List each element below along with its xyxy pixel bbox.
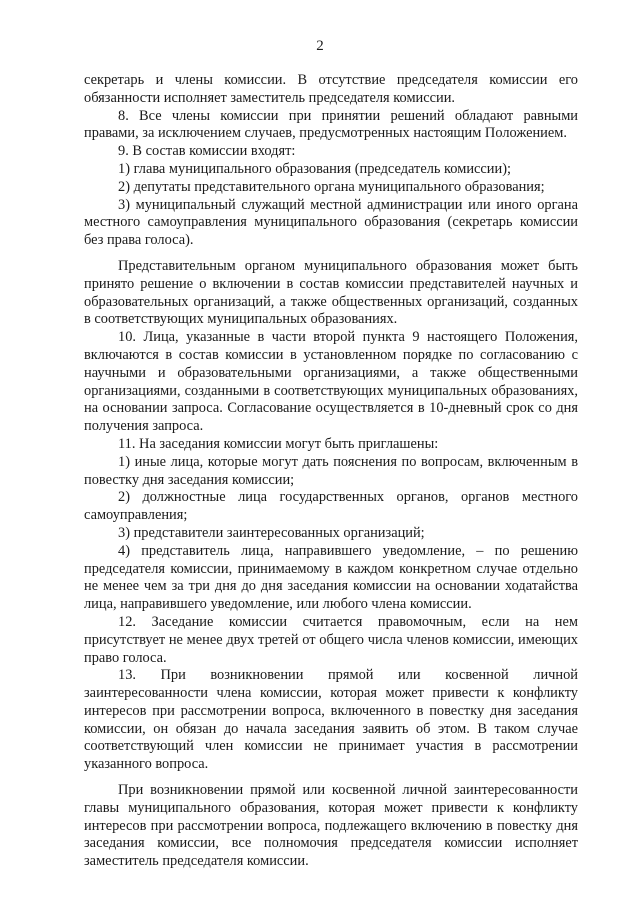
paragraph-11: 11. На заседания комиссии могут быть приглашены: bbox=[118, 435, 439, 452]
paragraph-9: 9. В состав комиссии входят: bbox=[118, 143, 296, 160]
paragraph-9-item-2: 2) депутаты представительного органа муниципального образования; bbox=[118, 178, 545, 195]
paragraph-9-item-1: 1) глава муниципального образования (председатель комиссии); bbox=[118, 160, 511, 177]
paragraph-11-item-2: 2) должностные лица государственных органов, органов местного самоуправления; bbox=[84, 489, 578, 524]
paragraph-13-part-2: При возникновении прямой или косвенной личной заинтересованности главы муниципального образования, которая может привести к конфликту интересов при рассмотрении вопроса, подлежащего включению в повестку дня заседания комиссии, все полномочия председателя комиссии исполняет заместитель председателя комиссии. bbox=[84, 782, 578, 870]
paragraph-11-item-4: 4) представитель лица, направившего уведомление, – по решению председателя комиссии, принимаемому в каждом конкретном случае отдельно не менее чем за три дня до дня заседания комиссии на основании ходатайства лица, направившего уведомление, или любого члена комиссии. bbox=[84, 542, 578, 613]
paragraph-11-item-3: 3) представители заинтересованных организаций; bbox=[118, 524, 425, 541]
paragraph-8: 8. Все члены комиссии при принятии решений обладают равными правами, за исключением случаев, предусмотренных настоящим Положением. bbox=[84, 107, 578, 142]
paragraph-9-part-2: Представительным органом муниципального образования может быть принято решение о включении в состав комиссии представителей научных и образовательных организаций, а также общественных организаций, созданных в соответствующих муниципальных образованиях. bbox=[84, 257, 578, 328]
paragraph-11-item-1: 1) иные лица, которые могут дать пояснения по вопросам, включенным в повестку дня заседания комиссии; bbox=[84, 453, 578, 488]
paragraph-continuation: секретарь и члены комиссии. В отсутствие председателя комиссии его обязанности исполняет заместитель председателя комиссии. bbox=[84, 72, 578, 106]
paragraph-12: 12. Заседание комиссии считается правомочным, если на нем присутствует не менее двух третей от общего числа членов комиссии, имеющих право голоса. bbox=[84, 613, 578, 666]
document-body bbox=[84, 72, 578, 871]
page-number: 2 bbox=[316, 38, 324, 54]
paragraph-9-item-3: 3) муниципальный служащий местной администрации или иного органа местного самоуправления муниципального образования (секретарь комиссии без права голоса). bbox=[84, 196, 578, 249]
paragraph-10: 10. Лица, указанные в части второй пункта 9 настоящего Положения, включаются в состав комиссии в установленном порядке по согласованию с научными и образовательными организациями, а также общественными организациями, созданными в соответствующих муниципальных образованиях, на основании запроса. Согласование осуществляется в 10-дневный срок со дня получения запроса. bbox=[84, 329, 578, 435]
paragraph-13: 13. При возникновении прямой или косвенной личной заинтересованности члена комиссии, которая может привести к конфликту интересов при рассмотрении вопроса, включенного в повестку дня заседания комиссии, он обязан до начала заседания заявить об этом. В таком случае соответствующий член комиссии не принимает участия в рассмотрении указанного вопроса. bbox=[84, 667, 578, 773]
